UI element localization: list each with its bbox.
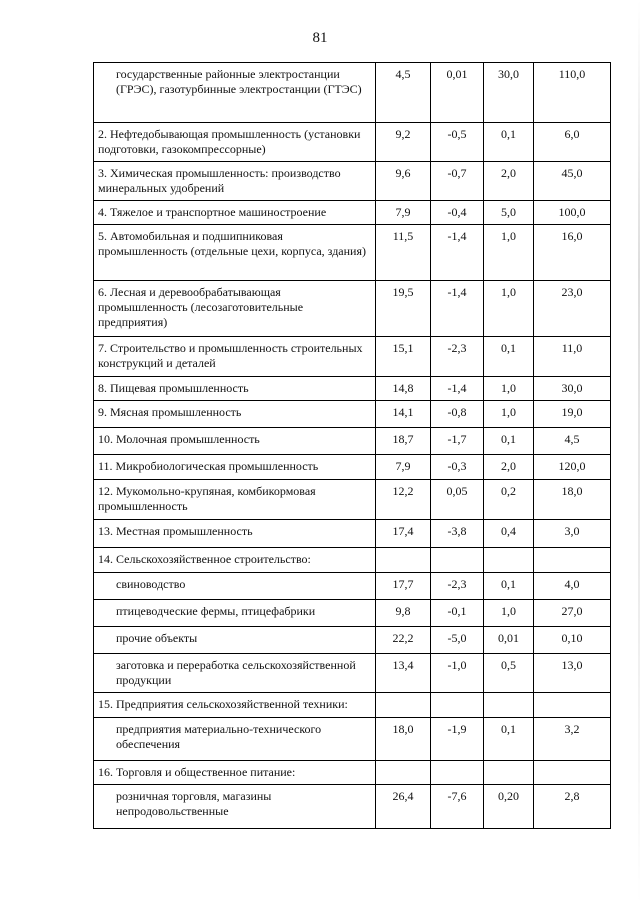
value-cell-4: 11,0	[534, 337, 611, 377]
table-row	[94, 718, 611, 761]
row-label: 5. Автомобильная и подшипниковая промышленность (отдельные цехи, корпуса, здания)	[94, 225, 376, 281]
value-cell-3: 2,0	[484, 162, 534, 201]
value-cell-1: 26,4	[376, 785, 431, 829]
row-label: розничная торговля, магазины непродовольственные	[94, 785, 376, 829]
table-row	[94, 377, 611, 401]
table-row	[94, 455, 611, 480]
value-cell-2: -0,7	[431, 162, 484, 201]
value-cell-3: 1,0	[484, 401, 534, 428]
value-cell-3: 0,4	[484, 520, 534, 548]
value-cell-1: 19,5	[376, 281, 431, 337]
value-cell-4: 23,0	[534, 281, 611, 337]
value-cell-4: 110,0	[534, 63, 611, 123]
value-cell-2: 0,05	[431, 480, 484, 520]
value-cell-3: 1,0	[484, 600, 534, 627]
value-cell-4: 16,0	[534, 225, 611, 281]
value-cell-1: 12,2	[376, 480, 431, 520]
value-cell-4: 4,5	[534, 428, 611, 455]
table-row	[94, 201, 611, 225]
table-row	[94, 785, 611, 829]
value-cell-4: 19,0	[534, 401, 611, 428]
value-cell-1: 7,9	[376, 201, 431, 225]
value-cell-3: 0,5	[484, 654, 534, 693]
value-cell-2	[431, 548, 484, 573]
value-cell-3: 0,01	[484, 627, 534, 654]
value-cell-2: -1,7	[431, 428, 484, 455]
row-label: 12. Мукомольно-крупяная, комбикормовая промышленность	[94, 480, 376, 520]
row-label: 14. Сельскохозяйственное строительство:	[94, 548, 376, 573]
value-cell-1: 9,8	[376, 600, 431, 627]
table-row	[94, 63, 611, 123]
value-cell-4: 100,0	[534, 201, 611, 225]
value-cell-4: 27,0	[534, 600, 611, 627]
value-cell-3: 1,0	[484, 377, 534, 401]
row-label: государственные районные электростанции (ГРЭС), газотурбинные электростанции (ГТЭС)	[94, 63, 376, 123]
row-label: 11. Микробиологическая промышленность	[94, 455, 376, 480]
page-number: 81	[312, 30, 328, 46]
value-cell-3: 0,1	[484, 718, 534, 761]
data-table	[93, 62, 611, 829]
value-cell-2: -1,4	[431, 377, 484, 401]
row-label: 9. Мясная промышленность	[94, 401, 376, 428]
row-label: 2. Нефтедобывающая промышленность (установки подготовки, газокомпрессорные)	[94, 123, 376, 162]
value-cell-2: -5,0	[431, 627, 484, 654]
value-cell-1: 22,2	[376, 627, 431, 654]
value-cell-1: 18,0	[376, 718, 431, 761]
table-row	[94, 600, 611, 627]
value-cell-4: 30,0	[534, 377, 611, 401]
row-label: 3. Химическая промышленность: производство минеральных удобрений	[94, 162, 376, 201]
table-row	[94, 480, 611, 520]
value-cell-4: 0,10	[534, 627, 611, 654]
value-cell-1	[376, 548, 431, 573]
value-cell-4	[534, 693, 611, 718]
value-cell-1	[376, 693, 431, 718]
value-cell-4: 3,0	[534, 520, 611, 548]
value-cell-2: -0,8	[431, 401, 484, 428]
value-cell-3: 0,20	[484, 785, 534, 829]
value-cell-3: 2,0	[484, 455, 534, 480]
row-label: прочие объекты	[94, 627, 376, 654]
value-cell-2: -2,3	[431, 573, 484, 600]
row-label: 6. Лесная и деревообрабатывающая промышленность (лесозаготовительные предприятия)	[94, 281, 376, 337]
value-cell-4: 3,2	[534, 718, 611, 761]
value-cell-3: 5,0	[484, 201, 534, 225]
value-cell-4: 6,0	[534, 123, 611, 162]
table-row	[94, 761, 611, 785]
value-cell-3	[484, 761, 534, 785]
value-cell-1: 11,5	[376, 225, 431, 281]
value-cell-1: 4,5	[376, 63, 431, 123]
value-cell-1: 14,1	[376, 401, 431, 428]
table-row	[94, 401, 611, 428]
value-cell-1: 17,4	[376, 520, 431, 548]
value-cell-4	[534, 548, 611, 573]
value-cell-3: 1,0	[484, 225, 534, 281]
value-cell-2	[431, 761, 484, 785]
value-cell-1: 13,4	[376, 654, 431, 693]
value-cell-3: 30,0	[484, 63, 534, 123]
table-row	[94, 693, 611, 718]
value-cell-2: -0,5	[431, 123, 484, 162]
value-cell-2: -2,3	[431, 337, 484, 377]
table-row	[94, 548, 611, 573]
value-cell-3: 0,1	[484, 428, 534, 455]
table-row	[94, 123, 611, 162]
value-cell-2	[431, 693, 484, 718]
value-cell-2: 0,01	[431, 63, 484, 123]
value-cell-3	[484, 548, 534, 573]
value-cell-2: -1,4	[431, 225, 484, 281]
value-cell-2: -3,8	[431, 520, 484, 548]
value-cell-4	[534, 761, 611, 785]
value-cell-2: -0,1	[431, 600, 484, 627]
table-row	[94, 654, 611, 693]
value-cell-3: 0,1	[484, 573, 534, 600]
value-cell-1: 17,7	[376, 573, 431, 600]
value-cell-1: 15,1	[376, 337, 431, 377]
row-label: 15. Предприятия сельскохозяйственной техники:	[94, 693, 376, 718]
value-cell-2: -0,4	[431, 201, 484, 225]
table-row	[94, 162, 611, 201]
value-cell-4: 4,0	[534, 573, 611, 600]
value-cell-3	[484, 693, 534, 718]
table-row	[94, 627, 611, 654]
table-row	[94, 428, 611, 455]
value-cell-2: -1,4	[431, 281, 484, 337]
table-row	[94, 573, 611, 600]
row-label: 16. Торговля и общественное питание:	[94, 761, 376, 785]
value-cell-1: 9,2	[376, 123, 431, 162]
value-cell-4: 45,0	[534, 162, 611, 201]
value-cell-1: 18,7	[376, 428, 431, 455]
row-label: 13. Местная промышленность	[94, 520, 376, 548]
value-cell-4: 2,8	[534, 785, 611, 829]
row-label: 7. Строительство и промышленность строительных конструкций и деталей	[94, 337, 376, 377]
value-cell-4: 18,0	[534, 480, 611, 520]
row-label: 10. Молочная промышленность	[94, 428, 376, 455]
table-body	[94, 63, 611, 829]
value-cell-1: 14,8	[376, 377, 431, 401]
value-cell-1: 7,9	[376, 455, 431, 480]
value-cell-3: 1,0	[484, 281, 534, 337]
value-cell-2: -1,0	[431, 654, 484, 693]
value-cell-3: 0,1	[484, 337, 534, 377]
value-cell-1: 9,6	[376, 162, 431, 201]
table-row	[94, 281, 611, 337]
row-label: 8. Пищевая промышленность	[94, 377, 376, 401]
row-label: птицеводческие фермы, птицефабрики	[94, 600, 376, 627]
value-cell-2: -1,9	[431, 718, 484, 761]
table-row	[94, 337, 611, 377]
table-row	[94, 520, 611, 548]
row-label: 4. Тяжелое и транспортное машиностроение	[94, 201, 376, 225]
value-cell-3: 0,1	[484, 123, 534, 162]
value-cell-2: -0,3	[431, 455, 484, 480]
value-cell-4: 120,0	[534, 455, 611, 480]
table-row	[94, 225, 611, 281]
value-cell-4: 13,0	[534, 654, 611, 693]
row-label: заготовка и переработка сельскохозяйственной продукции	[94, 654, 376, 693]
value-cell-1	[376, 761, 431, 785]
row-label: предприятия материально-технического обеспечения	[94, 718, 376, 761]
value-cell-2: -7,6	[431, 785, 484, 829]
value-cell-3: 0,2	[484, 480, 534, 520]
row-label: свиноводство	[94, 573, 376, 600]
